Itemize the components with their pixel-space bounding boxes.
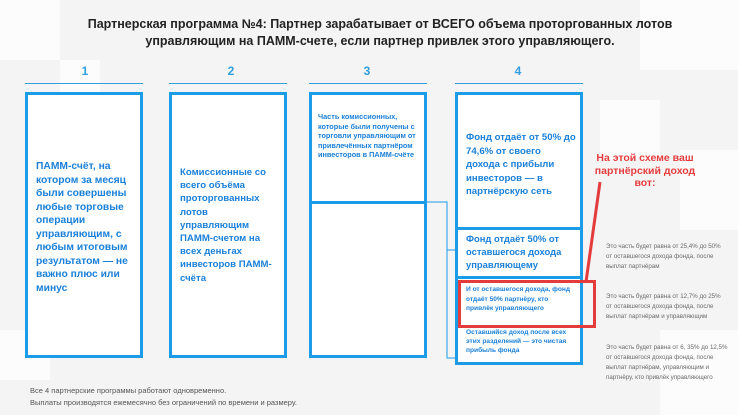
note-partner-share: Это часть будет равна от 12,7% до 25% от оставшегося дохода фонда, после выплат партнёрам и управляющим (606, 293, 721, 320)
step-divider-1 (25, 83, 143, 84)
step-1-text: ПАММ-счёт, на котором за месяц были совершены любые торговые операции управляющим, с любым итоговым результатом — не важно плюс или минус (36, 161, 128, 294)
footer-line-1: Все 4 партнерские программы работают одновременно. (30, 386, 227, 395)
note-fund-share: Это часть будет равна от 6, 35% до 12,5% от оставшегося дохода фонда, после выплат партнёрам, управляющим и партнёру, кто привлёк управляющего (606, 344, 728, 381)
step-4-partner-text: И от оставшегося дохода, фонд отдаёт 50% партнёру, кто привлёк управляющего (466, 286, 571, 312)
step-divider-4 (455, 83, 583, 84)
note-manager-share: Это часть будет равна от 25,4% до 50% от оставшегося дохода фонда, после выплат партнёрам (606, 243, 721, 270)
step-2-text: Комиссионные со всего объёма проторгованных лотов управляющим ПАММ-счетом на всех деньгах инвесторов ПАММ-счёта (180, 167, 272, 284)
step-divider-3 (309, 83, 427, 84)
connector-bracket (427, 200, 457, 360)
step-3-remainder-box (309, 201, 427, 358)
step-number-4: 4 (514, 64, 522, 78)
partner-income-highlight (458, 280, 596, 328)
step-number-2: 2 (227, 64, 235, 78)
step-number-3: 3 (363, 64, 371, 78)
step-4-fund-text: Фонд отдаёт от 50% до 74,6% от своего дохода с прибыли инвесторов — в партнёрскую сеть (466, 132, 576, 198)
step-divider-2 (169, 83, 287, 84)
footer-line-2: Выплаты производятся ежемесячно без ограничений по времени и размеру. (30, 398, 297, 407)
page-title: Партнерская программа №4: Партнер зарабатывает от ВСЕГО объема проторгованных лотов управляющим на ПАММ-счете, если партнер привлек этого управляющего. (87, 17, 673, 48)
partner-income-label: На этой схеме ваш партнёрский доход вот: (594, 152, 696, 189)
step-4-profit-text: Оставшийся доход после всех этих разделений — это чистая прибыль фонда (466, 329, 567, 355)
footer-note (30, 385, 297, 409)
step-4-manager-text: Фонд отдаёт 50% от оставшегося дохода управляющему (466, 233, 562, 270)
step-3-text: Часть комиссионных, которые были получены с торговли управляющим от привлечённых партнёром инвесторов в ПАММ-счёте (318, 112, 416, 160)
step-number-1: 1 (81, 64, 89, 78)
